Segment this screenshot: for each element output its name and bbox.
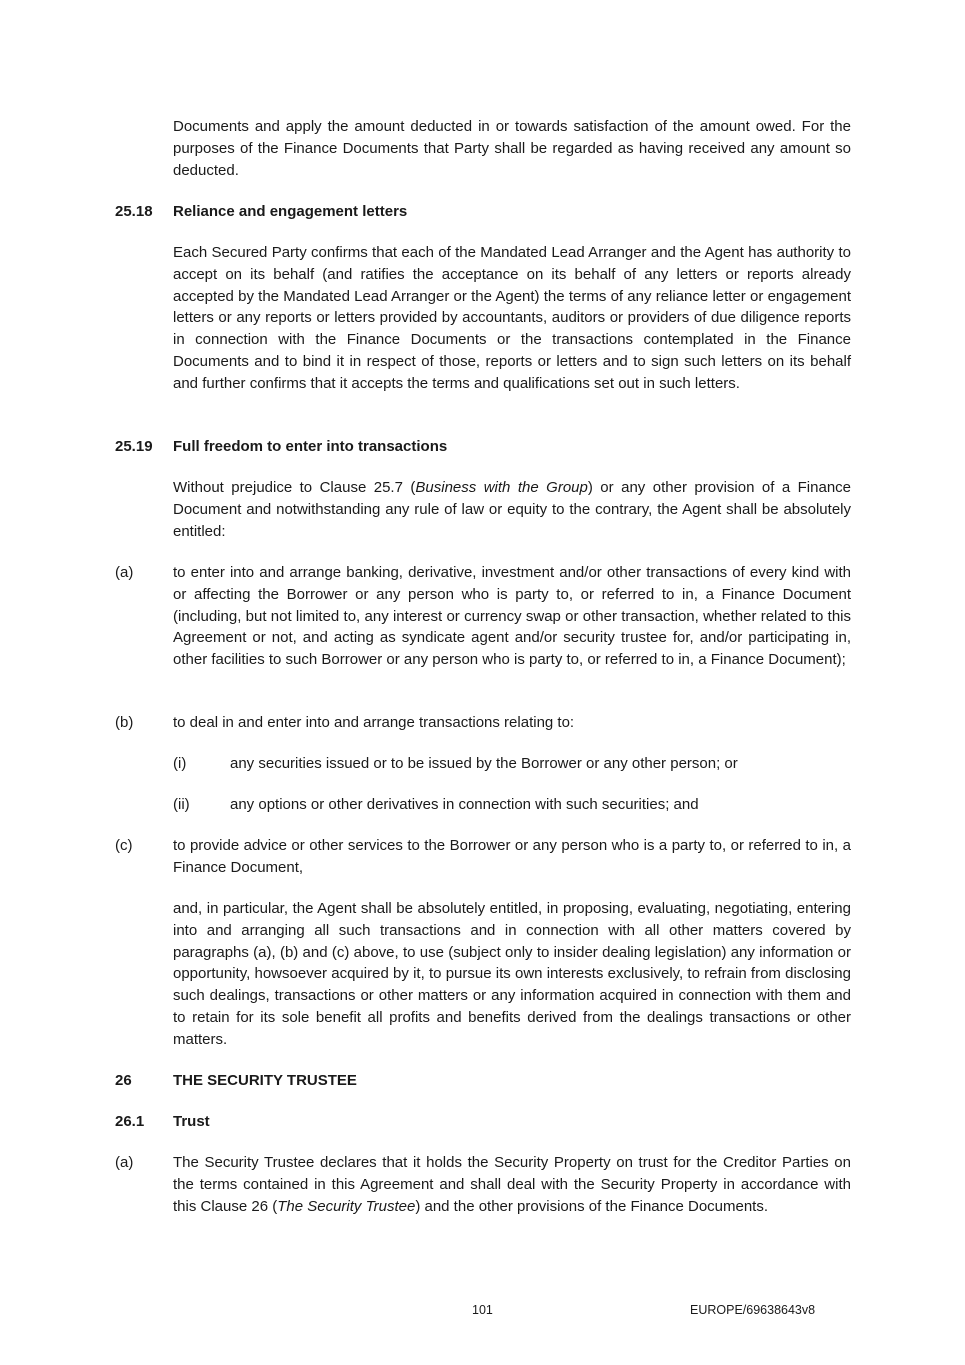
intro-text-start: Without prejudice to Clause 25.7 ( <box>173 479 416 496</box>
list-item-b: to deal in and enter into and arrange transactions relating to: <box>173 714 575 731</box>
sublist-label-i: (i) <box>173 755 187 772</box>
trust-text-start: The Security Trustee declares that it holds the Security Property on trust for the Creditor Parties on the terms contained in this Agreement and shall deal with the Security Property in accordance with this Clause 26 ( <box>173 1154 851 1215</box>
section-intro-25-19 <box>173 477 851 542</box>
closing-paragraph: and, in particular, the Agent shall be absolutely entitled, in proposing, evaluating, negotiating, entering into and arranging all such transactions and in connection with all other matters covered by paragraphs (a), (b) and (c) above, to use (subject only to insider dealing legislation) any information or opportunity, howsoever acquired by it, to pursue its own interests exclusively, to refrain from disclosing such dealings, transactions or other matters or any information acquired in connection with them and to retain for its sole benefit all profits and benefits derived from the dealings transactions or other matters. <box>173 900 851 1048</box>
paragraph-continuation: Documents and apply the amount deducted in or towards satisfaction of the amount owed. For the purposes of the Finance Documents that Party shall be regarded as having received any amount so deducted. <box>173 118 851 179</box>
section-number-25-18: 25.18 <box>115 203 153 220</box>
section-body-25-18: Each Secured Party confirms that each of the Mandated Lead Arranger and the Agent has authority to accept on its behalf (and ratifies the acceptance on its behalf of any letters or reports already accepted by the Mandated Lead Arranger or the Agent) the terms of any reliance letter or engagement letters or any reports or letters provided by accountants, auditors or providers of due diligence reports in connection with the Finance Documents or the transactions contemplated in the Finance Documents and to bind it in respect of those, reports or letters and to sign such letters on its behalf and further confirms that it accepts the terms and qualifications set out in such letters. <box>173 244 851 392</box>
section-heading-26-1: Trust <box>173 1113 210 1130</box>
list-item-26-1-a <box>173 1152 851 1217</box>
section-number-25-19: 25.19 <box>115 438 153 455</box>
section-number-26-1: 26.1 <box>115 1113 145 1130</box>
trust-text-end: ) and the other provisions of the Finance Documents. <box>415 1197 769 1215</box>
document-reference: EUROPE/69638643v8 <box>690 1303 816 1317</box>
section-heading-25-18: Reliance and engagement letters <box>173 203 408 220</box>
section-number-26: 26 <box>115 1072 132 1089</box>
list-label-c: (c) <box>115 837 133 854</box>
section-heading-26: THE SECURITY TRUSTEE <box>173 1072 357 1089</box>
intro-italic-ref: Business with the Group <box>415 479 588 496</box>
sublist-item-ii: any options or other derivatives in connection with such securities; and <box>230 796 699 813</box>
list-item-c: to provide advice or other services to the Borrower or any person who is a party to, or referred to in, a Finance Document, <box>173 837 851 876</box>
list-label-a: (a) <box>115 564 134 581</box>
trust-italic-ref: The Security Trustee <box>277 1197 416 1215</box>
list-item-a: to enter into and arrange banking, derivative, investment and/or other transactions of every kind with or affecting the Borrower or any person who is party to, or referred to in, a Finance Document (including, but not limited to, any interest or currency swap or other transaction, whether related to this Agreement or not, and acting as syndicate agent and/or security trustee for, and/or participating in, other facilities to such Borrower or any person who is party to, or referred to in, a Finance Document); <box>173 564 851 669</box>
section-heading-25-19: Full freedom to enter into transactions <box>173 438 448 455</box>
sublist-item-i: any securities issued or to be issued by the Borrower or any other person; or <box>230 755 738 772</box>
list-label-26-1-a: (a) <box>115 1154 134 1171</box>
intro-text-end: ) or any other provision of a Finance Document and notwithstanding any rule of law or equity to the contrary, the Agent shall be absolutely entitled: <box>173 479 852 540</box>
list-label-b: (b) <box>115 714 134 731</box>
sublist-label-ii: (ii) <box>173 796 190 813</box>
page-number: 101 <box>472 1303 493 1317</box>
